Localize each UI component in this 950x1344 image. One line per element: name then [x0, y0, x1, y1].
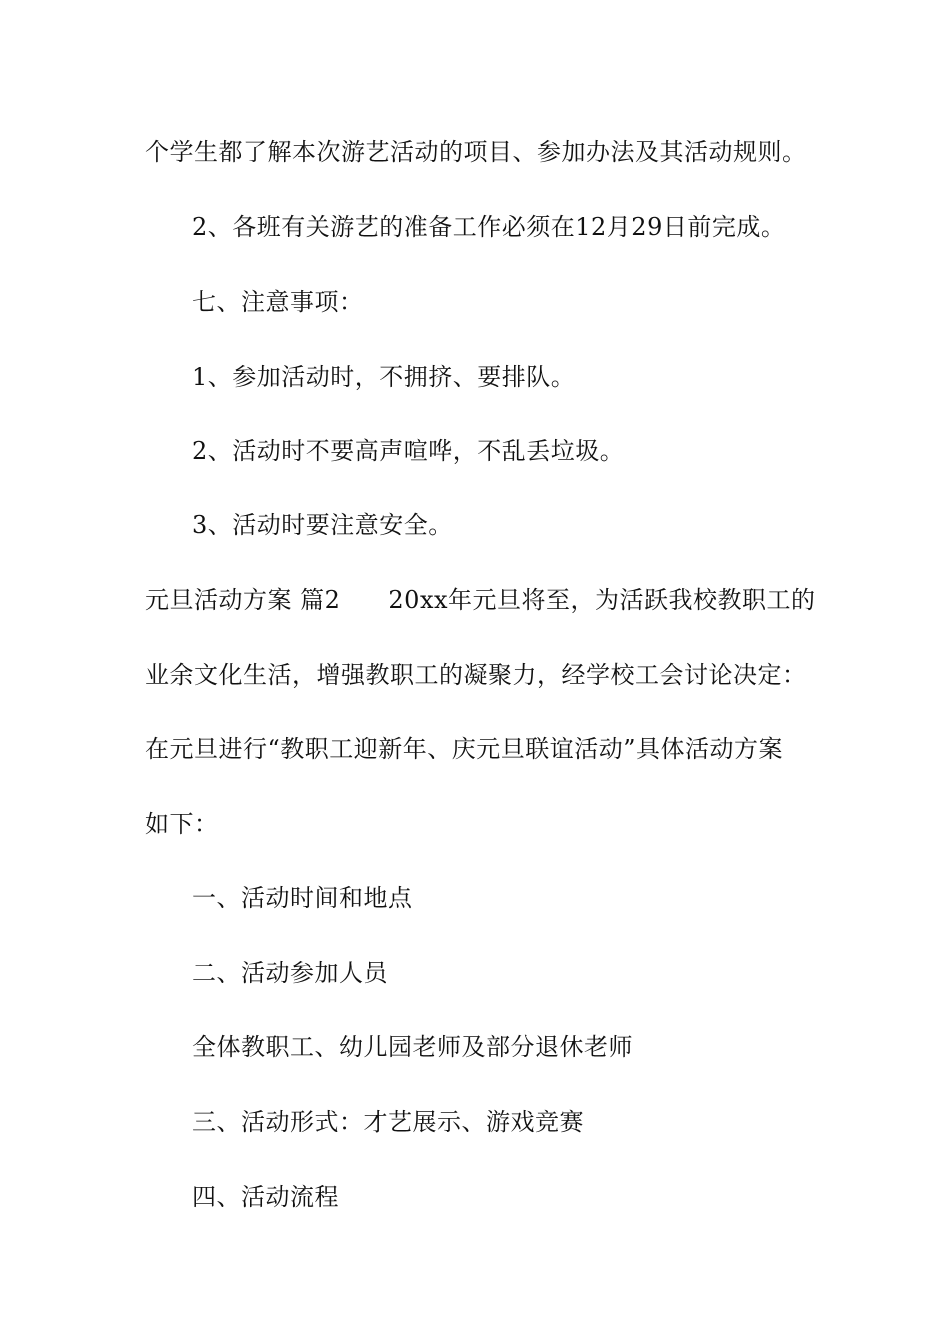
paragraph-line: 业余文化生活，增强教职工的凝聚力，经学校工会讨论决定： [145, 661, 807, 689]
section-title: 元旦活动方案 篇2 [145, 586, 341, 614]
section-heading: 一、活动时间和地点 [192, 884, 413, 912]
paragraph-line: 个学生都了解本次游艺活动的项目、参加办法及其活动规则。 [145, 138, 807, 166]
paragraph-line: 全体教职工、幼儿园老师及部分退休老师 [192, 1033, 633, 1061]
list-item: 2、活动时不要高声喧哗，不乱丢垃圾。 [192, 437, 625, 465]
paragraph-text: 20xx年元旦将至，为活跃我校教职工的 [388, 586, 816, 614]
section-heading: 二、活动参加人员 [192, 959, 388, 987]
paragraph-line: 2、各班有关游艺的准备工作必须在12月29日前完成。 [192, 213, 786, 241]
section-heading: 三、活动形式：才艺展示、游戏竞赛 [192, 1108, 584, 1136]
list-item: 3、活动时要注意安全。 [192, 511, 453, 539]
paragraph-line: 在元旦进行“教职工迎新年、庆元旦联谊活动”具体活动方案 [145, 735, 784, 763]
section-heading-notes: 七、注意事项： [192, 288, 364, 316]
paragraph-line [145, 585, 816, 615]
paragraph-line: 如下： [145, 810, 219, 838]
list-item: 1、参加活动时，不拥挤、要排队。 [192, 363, 576, 391]
section-heading: 四、活动流程 [192, 1183, 339, 1211]
